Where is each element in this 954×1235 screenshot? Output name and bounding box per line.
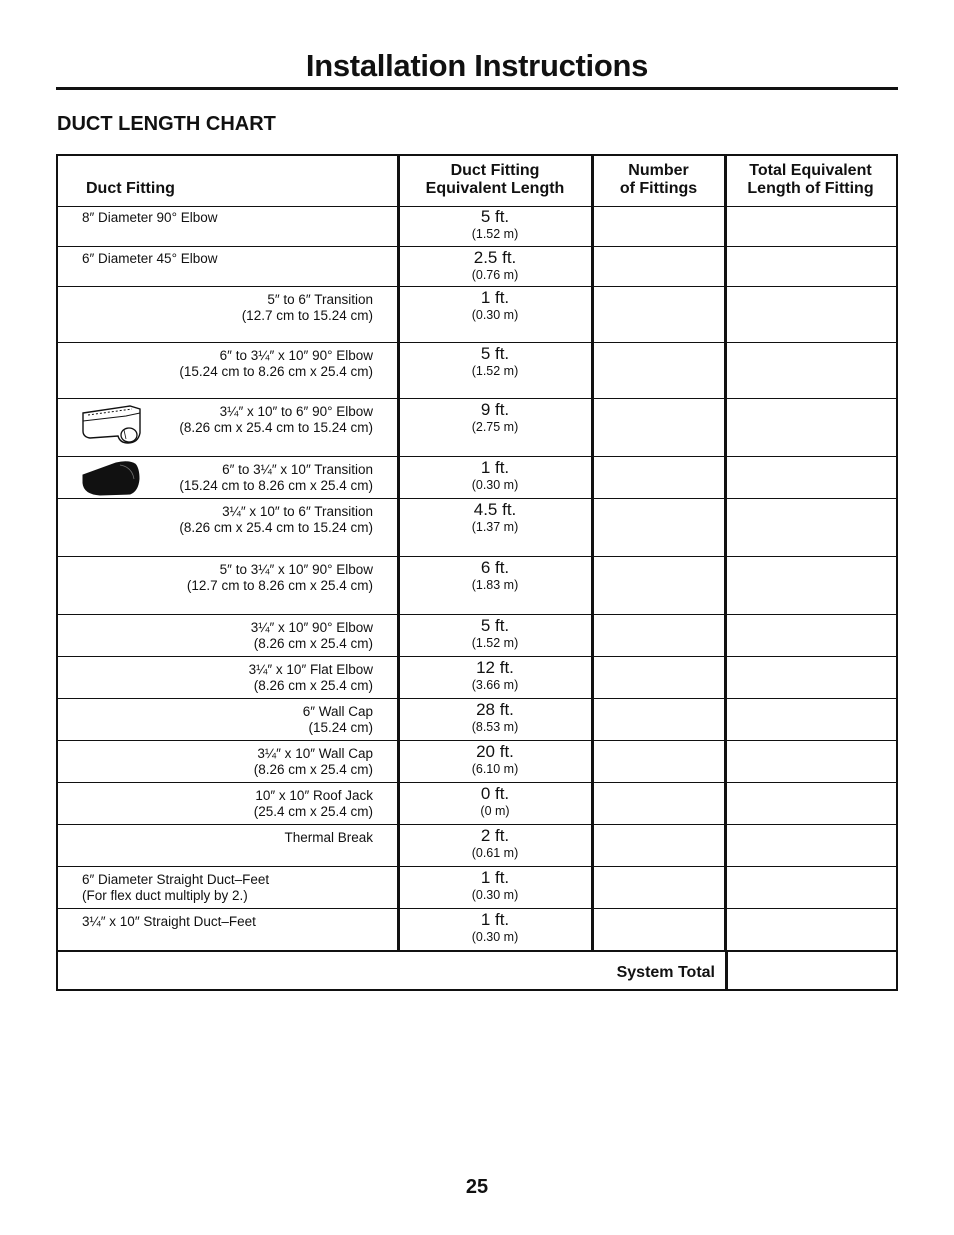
table-row: [58, 699, 896, 741]
table-row: [58, 825, 896, 867]
fitting-cell: 6″ to 3¼″ x 10″ 90° Elbow (15.24 cm to 8.26 cm x 25.4 cm): [179, 348, 373, 379]
column-divider: [725, 951, 728, 989]
column-header-duct-fitting: Duct Fitting: [86, 180, 175, 197]
fitting-cell: 6″ Diameter Straight Duct–Feet (For flex duct multiply by 2.): [82, 872, 270, 903]
table-row: [58, 499, 896, 557]
table-row: [58, 343, 896, 399]
fitting-cell: 3¼″ x 10″ to 6″ 90° Elbow (8.26 cm x 25.4 cm to 15.24 cm): [179, 404, 373, 435]
table-row: [58, 615, 896, 657]
fitting-cell: Thermal Break: [284, 830, 373, 845]
equivalent-length-cell: 0 ft. (0 m): [480, 784, 510, 818]
page-number: 25: [465, 1176, 489, 1198]
equivalent-length-cell: 4.5 ft. (1.37 m): [471, 500, 519, 534]
system-total-label: System Total: [616, 964, 715, 981]
fitting-cell: 3¼″ x 10″ Flat Elbow (8.26 cm x 25.4 cm): [248, 662, 373, 693]
table-row: [58, 399, 896, 457]
fitting-cell: 3¼″ x 10″ to 6″ Transition (8.26 cm x 25.4 cm to 15.24 cm): [179, 504, 373, 535]
fitting-cell: 3¼″ x 10″ Straight Duct–Feet: [82, 914, 256, 929]
table-row: [58, 783, 896, 825]
equivalent-length-cell: 20 ft. (6.10 m): [471, 742, 519, 776]
equivalent-length-cell: 5 ft. (1.52 m): [471, 207, 519, 241]
table-header: [58, 156, 896, 207]
section-title: DUCT LENGTH CHART: [57, 113, 276, 135]
column-divider: [397, 156, 400, 951]
table-row: [58, 457, 896, 499]
fitting-cell: 5″ to 6″ Transition (12.7 cm to 15.24 cm): [241, 292, 373, 323]
equivalent-length-cell: 9 ft. (2.75 m): [471, 400, 519, 434]
title-rule: [56, 87, 898, 90]
equivalent-length-cell: 2 ft. (0.61 m): [471, 826, 519, 860]
table-row: [58, 657, 896, 699]
fitting-cell: 6″ Wall Cap (15.24 cm): [302, 704, 373, 735]
equivalent-length-cell: 6 ft. (1.83 m): [471, 558, 519, 592]
table-row: [58, 867, 896, 909]
page-title: Installation Instructions: [305, 48, 649, 83]
column-divider: [724, 156, 727, 951]
equivalent-length-cell: 1 ft. (0.30 m): [471, 458, 519, 492]
column-divider: [591, 156, 594, 951]
column-header-total-equivalent: Total Equivalent Length of Fitting: [747, 162, 874, 197]
table-row: [58, 247, 896, 287]
table-row: [58, 287, 896, 343]
fitting-cell: 6″ Diameter 45° Elbow: [82, 251, 218, 266]
table-row: [58, 557, 896, 615]
equivalent-length-cell: 5 ft. (1.52 m): [471, 344, 519, 378]
equivalent-length-cell: 12 ft. (3.66 m): [471, 658, 519, 692]
system-total-row: [58, 951, 896, 989]
fitting-cell: 6″ to 3¼″ x 10″ Transition (15.24 cm to 8.26 cm x 25.4 cm): [179, 462, 373, 493]
fitting-cell: 3¼″ x 10″ 90° Elbow (8.26 cm x 25.4 cm): [250, 620, 373, 651]
table-row: [58, 206, 896, 247]
fitting-cell: 3¼″ x 10″ Wall Cap (8.26 cm x 25.4 cm): [253, 746, 373, 777]
duct-length-table: [56, 154, 898, 991]
column-header-equivalent-length: Duct Fitting Equivalent Length: [425, 162, 565, 197]
equivalent-length-cell: 28 ft. (8.53 m): [471, 700, 519, 734]
fitting-cell: 8″ Diameter 90° Elbow: [82, 210, 218, 225]
equivalent-length-cell: 1 ft. (0.30 m): [471, 288, 519, 322]
table-row: [58, 741, 896, 783]
equivalent-length-cell: 1 ft. (0.30 m): [471, 868, 519, 902]
equivalent-length-cell: 2.5 ft. (0.76 m): [471, 248, 519, 282]
equivalent-length-cell: 1 ft. (0.30 m): [471, 910, 519, 944]
fitting-cell: 5″ to 3¼″ x 10″ 90° Elbow (12.7 cm to 8.26 cm x 25.4 cm): [186, 562, 373, 593]
table-row: [58, 909, 896, 952]
equivalent-length-cell: 5 ft. (1.52 m): [471, 616, 519, 650]
fitting-cell: 10″ x 10″ Roof Jack (25.4 cm x 25.4 cm): [253, 788, 373, 819]
column-header-number-of-fittings: Number of Fittings: [619, 162, 698, 197]
